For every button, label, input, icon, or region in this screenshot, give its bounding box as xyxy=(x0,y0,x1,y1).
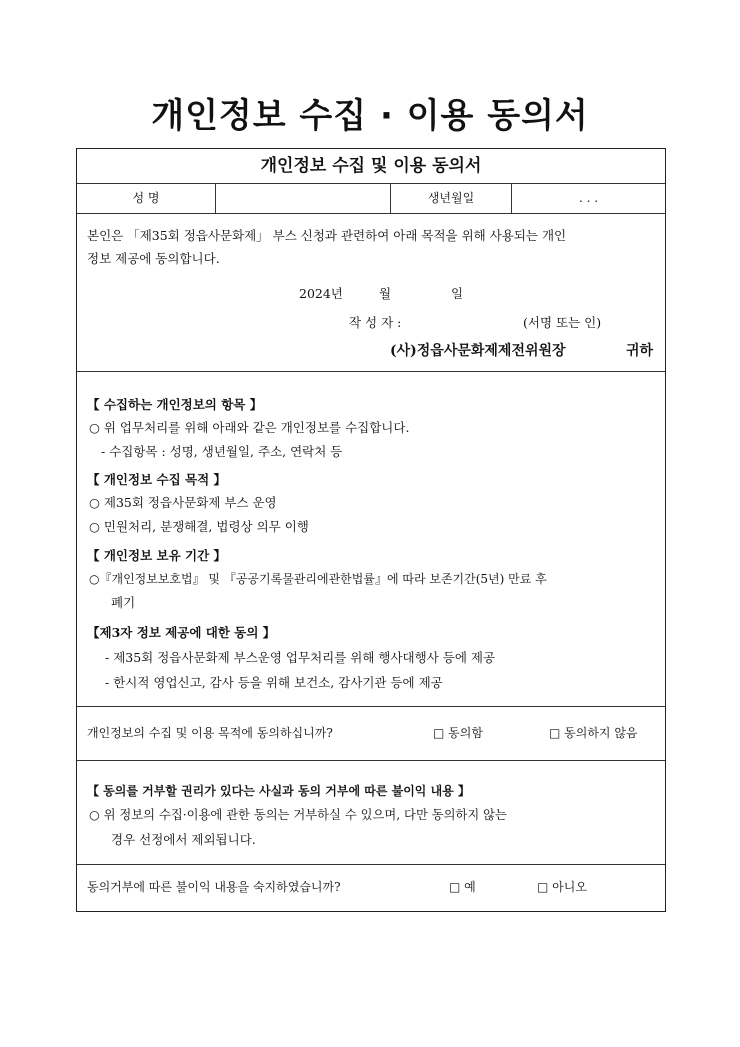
consent-form xyxy=(76,148,666,912)
agree-checkbox[interactable]: □ 동의함 xyxy=(433,726,483,740)
refusal-line2: 경우 선정에서 제외됩니다. xyxy=(111,832,256,847)
birth-label: 생년월일 xyxy=(427,191,475,205)
name-field[interactable] xyxy=(216,183,390,213)
document-title: 개인정보 수집 · 이용 동의서 xyxy=(151,96,589,136)
yes-checkbox[interactable]: □ 예 xyxy=(449,880,476,894)
privacy-sections xyxy=(77,371,665,706)
birth-field[interactable]: . . . xyxy=(578,191,599,205)
form-title: 개인정보 수집 및 이용 동의서 xyxy=(260,156,482,176)
purpose-heading: 【 개인정보 수집 목적 】 xyxy=(87,472,227,487)
writer-label: 작 성 자 : xyxy=(349,315,402,330)
name-label: 성 명 xyxy=(132,191,160,205)
third-party-line1: - 제35회 정읍사문화제 부스운영 업무처리를 위해 행사대행사 등에 제공 xyxy=(105,650,496,665)
refusal-line1: ○ 위 정보의 수집·이용에 관한 동의는 거부하실 수 있으며, 다만 동의하지 않는 xyxy=(89,808,507,822)
date-month: 월 xyxy=(379,286,392,301)
purpose-line1: ○ 제35회 정읍사문화제 부스 운영 xyxy=(89,495,277,510)
items-line1: ○ 위 업무처리를 위해 아래와 같은 개인정보를 수집합니다. xyxy=(89,420,410,435)
period-line2: 폐기 xyxy=(111,595,136,610)
consent-statement-line2: 정보 제공에 동의합니다. xyxy=(87,251,220,266)
consent-question-row xyxy=(77,706,665,760)
items-heading: 【 수집하는 개인정보의 항목 】 xyxy=(87,397,263,412)
period-heading: 【 개인정보 보유 기간 】 xyxy=(87,548,227,563)
signature-hint: (서명 또는 인) xyxy=(523,315,602,330)
third-party-heading: 【제3자 정보 제공에 대한 동의 】 xyxy=(87,625,276,640)
date-day: 일 xyxy=(451,286,464,301)
period-line1: ○『개인정보보호법』 및 『공공기록물관리에관한법률』에 따라 보존기간(5년) 만료 후 xyxy=(89,572,547,586)
acknowledge-row xyxy=(77,864,665,912)
disagree-checkbox[interactable]: □ 동의하지 않음 xyxy=(549,726,638,740)
items-line2: - 수집항목 : 성명, 생년월일, 주소, 연락처 등 xyxy=(101,444,343,459)
recipient-suffix: 귀하 xyxy=(626,343,654,359)
acknowledge-question: 동의거부에 따른 불이익 내용을 숙지하였습니까? xyxy=(87,880,341,894)
info-row xyxy=(77,183,665,213)
recipient-name: (사)정읍사문화제제전위원장 xyxy=(390,343,566,359)
no-checkbox[interactable]: □ 아니오 xyxy=(537,880,587,894)
refusal-heading: 【 동의를 거부할 권리가 있다는 사실과 동의 거부에 따른 불이익 내용 】 xyxy=(87,784,470,798)
consent-question: 개인정보의 수집 및 이용 목적에 동의하십니까? xyxy=(87,726,333,740)
consent-statement-block xyxy=(77,213,665,371)
purpose-line2: ○ 민원처리, 분쟁해결, 법령상 의무 이행 xyxy=(89,519,309,534)
third-party-line2: - 한시적 영업신고, 감사 등을 위해 보건소, 감사기관 등에 제공 xyxy=(105,675,443,690)
refusal-block xyxy=(77,760,665,864)
consent-statement-line1: 본인은 「제35회 정읍사문화제」 부스 신청과 관련하여 아래 목적을 위해 사용되는 개인 xyxy=(87,228,567,243)
date-year: 2024년 xyxy=(299,286,343,301)
